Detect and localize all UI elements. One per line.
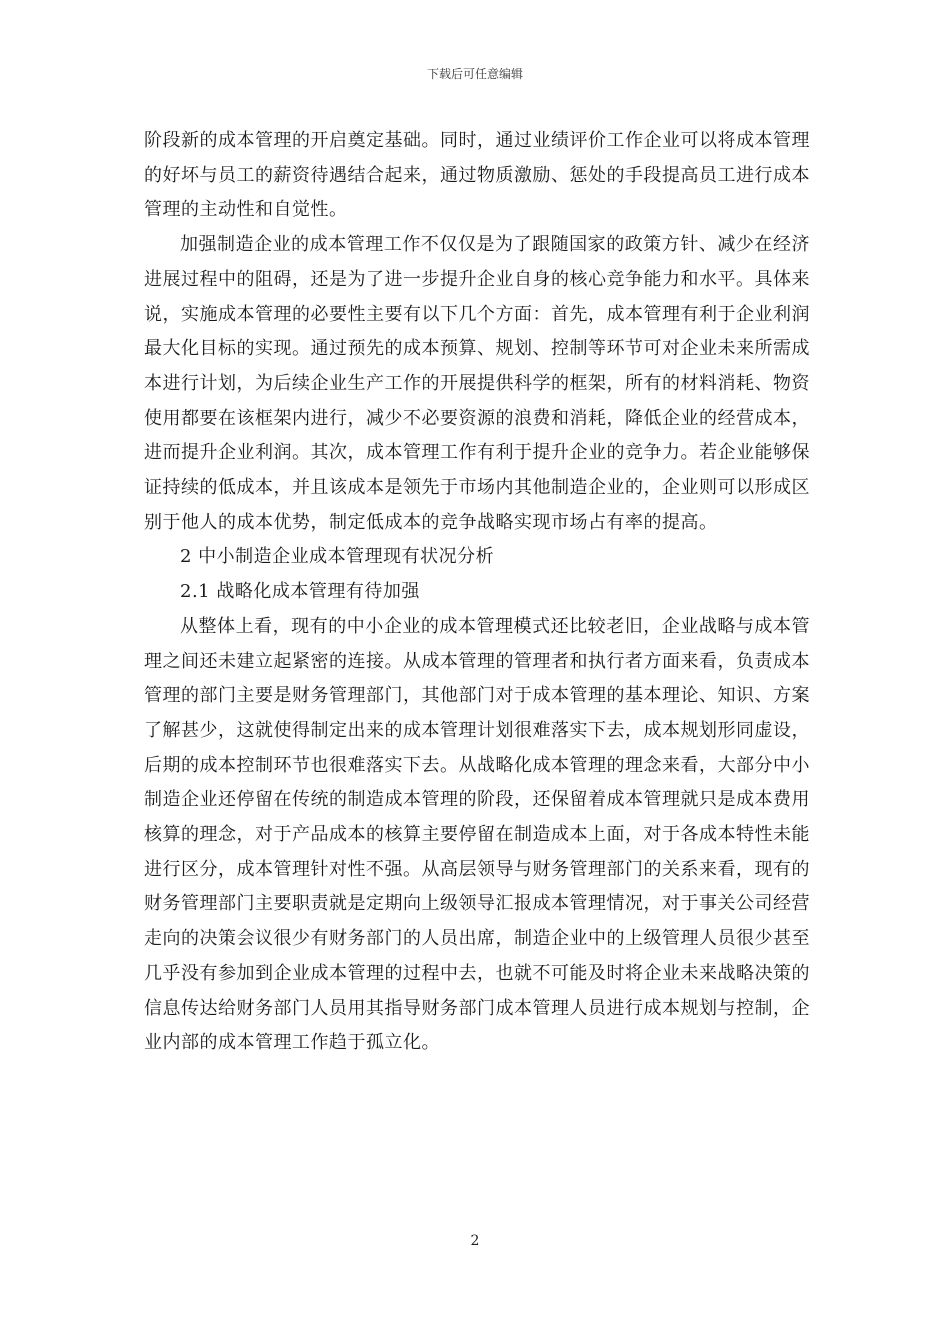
page-number: 2 — [470, 1233, 480, 1249]
page-header: 下载后可任意编辑 — [426, 67, 523, 81]
subsection-heading: 2.1 战略化成本管理有待加强 — [180, 581, 420, 603]
paragraph: 从整体上看，现有的中小企业的成本管理模式还比较老旧，企业战略与成本管理之间还未建立起紧密的连接。从成本管理的管理者和执行者方面来看，负责成本管理的部门主要是财务管理部门，其他部门对于成本管理的基本理论、知识、方案了解甚少，这就使得制定出来的成本管理计划很难落实下去，成本规划形同虚设，后期的成本控制环节也很难落实下去。从战略化成本管理的理念来看，大部分中小制造企业还停留在传统的制造成本管理的阶段，还保留着成本管理就只是成本费用核算的理念，对于产品成本的核算主要停留在制造成本上面，对于各成本特性未能进行区分，成本管理针对性不强。从高层领导与财务管理部门的关系来看，现有的财务管理部门主要职责就是定期向上级领导汇报成本管理情况，对于事关公司经营走向的决策会议很少有财务部门的人员出席，制造企业中的上级管理人员很少甚至几乎没有参加到企业成本管理的过程中去，也就不可能及时将企业未来战略决策的信息传达给财务部门人员用其指导财务部门成本管理人员进行成本规划与控制，企业内部的成本管理工作趋于孤立化。 — [144, 615, 810, 1054]
section-heading: 2 中小制造企业成本管理现有状况分析 — [180, 546, 495, 568]
paragraph: 加强制造企业的成本管理工作不仅仅是为了跟随国家的政策方针、减少在经济进展过程中的阻碍，还是为了进一步提升企业自身的核心竞争能力和水平。具体来说，实施成本管理的必要性主要有以下几个方面：首先，成本管理有利于企业利润最大化目标的实现。通过预先的成本预算、规划、控制等环节可对企业未来所需成本进行计划，为后续企业生产工作的开展提供科学的框架，所有的材料消耗、物资使用都要在该框架内进行，减少不必要资源的浪费和消耗，降低企业的经营成本，进而提升企业利润。其次，成本管理工作有利于提升企业的竞争力。若企业能够保证持续的低成本，并且该成本是领先于市场内其他制造企业的，企业则可以形成区别于他人的成本优势，制定低成本的竞争战略实现市场占有率的提高。 — [144, 234, 810, 533]
document-body — [144, 124, 810, 1061]
paragraph-continued: 阶段新的成本管理的开启奠定基础。同时，通过业绩评价工作企业可以将成本管理的好坏与员工的薪资待遇结合起来，通过物质激励、惩处的手段提高员工进行成本管理的主动性和自觉性。 — [144, 130, 810, 221]
